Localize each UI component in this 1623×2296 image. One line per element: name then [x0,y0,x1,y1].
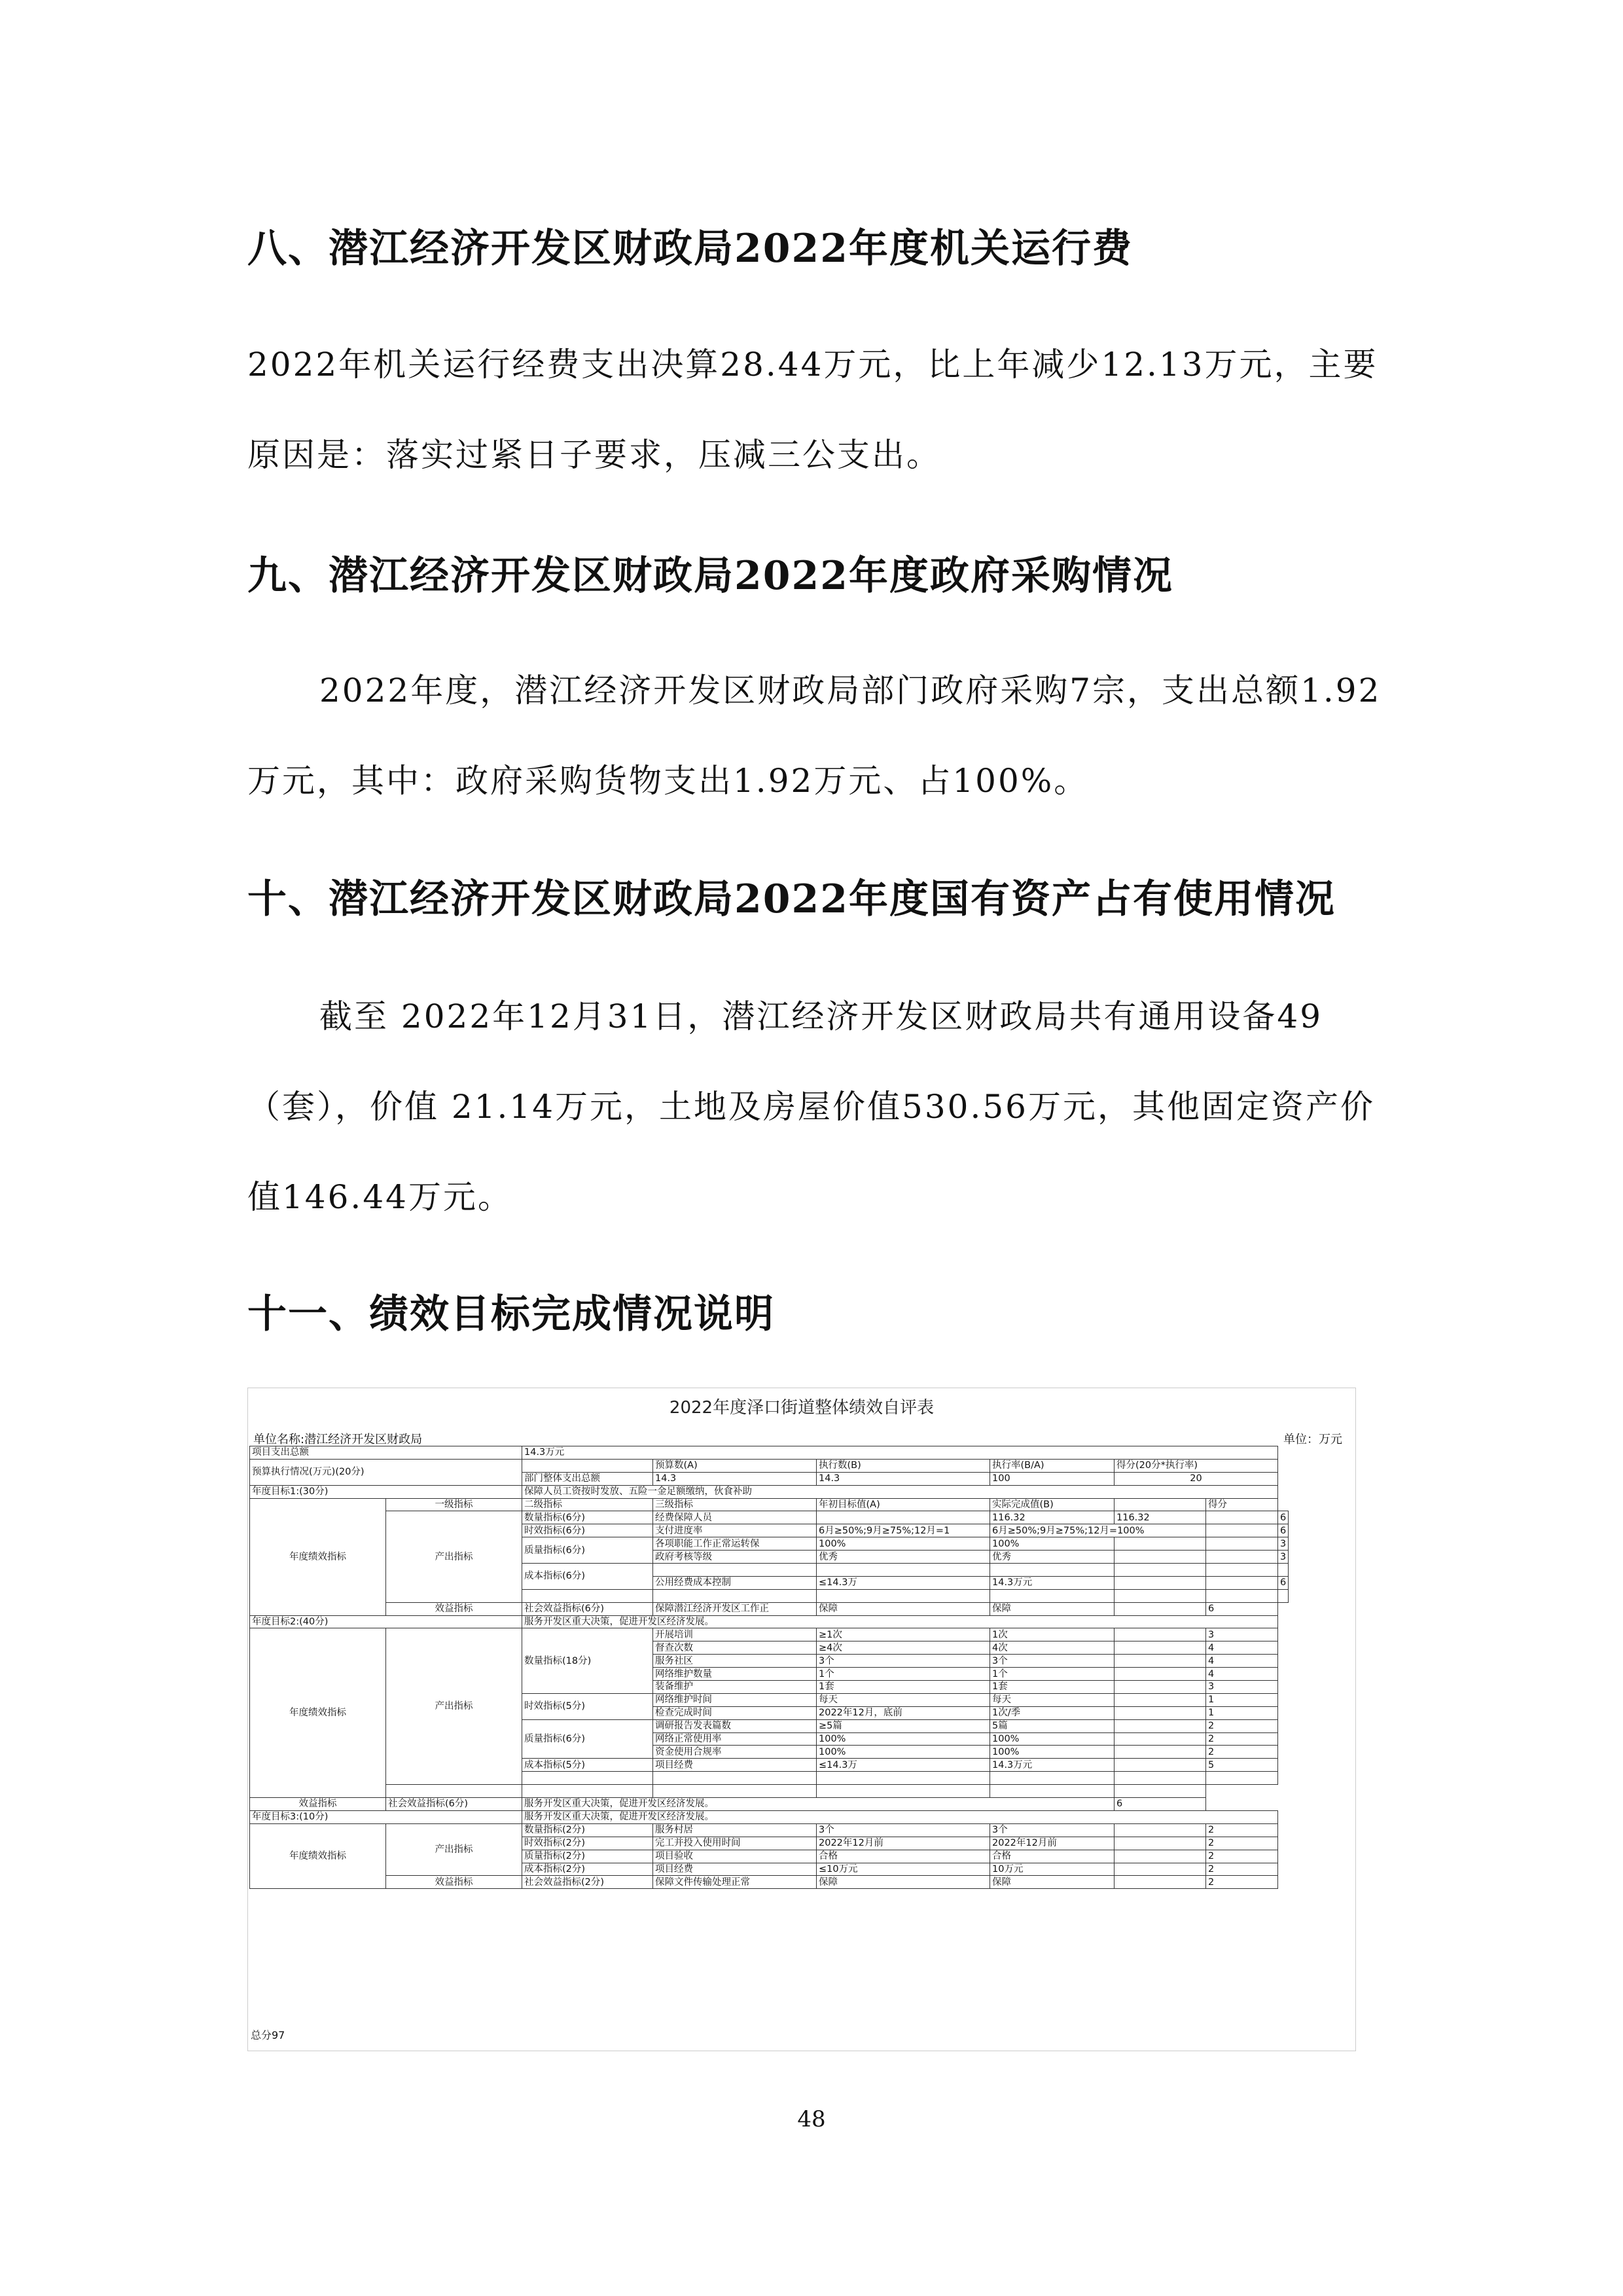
table-cell: 时效指标(5分) [522,1693,653,1719]
table-cell: 6 [1278,1524,1289,1537]
table-row [250,1498,1289,1511]
table-cell: 6月≥50%;9月≥75%;12月=1 [817,1524,990,1537]
table-cell [522,1785,653,1798]
table-cell: 3 [1278,1551,1289,1564]
table-cell: 2 [1206,1876,1278,1889]
table-cell: 产出指标 [386,1511,522,1602]
table-cell: 服务开发区重大决策，促进开发区经济发展。 [522,1810,1278,1823]
table-cell [1115,1823,1206,1837]
table-cell: 效益指标 [386,1876,522,1889]
table-cell: 执行数(B) [817,1459,990,1472]
table-cell: 质量指标(2分) [522,1850,653,1863]
table-cell: 3个 [990,1655,1115,1668]
table-cell: 6 [1278,1576,1289,1589]
table-cell: 优秀 [817,1551,990,1564]
table-cell: 每天 [817,1693,990,1706]
table-row [250,1823,1289,1837]
table-cell [1206,1537,1278,1551]
table-cell: 4 [1206,1668,1278,1681]
table-cell: 年度目标2:(40分) [250,1615,522,1628]
table-cell [990,1772,1115,1785]
table-cell: 服务社区 [653,1655,817,1668]
table-cell: 100% [817,1746,990,1759]
table-cell [653,1564,817,1577]
table-cell [817,1785,990,1798]
table-cell: 成本指标(2分) [522,1863,653,1876]
table-row [250,1810,1289,1823]
table-cell: 1次 [990,1628,1115,1641]
table-cell: 14.3万元 [990,1576,1115,1589]
table-cell [817,1564,990,1577]
table-cell: 年度目标3:(10分) [250,1810,522,1823]
table-cell [1115,1732,1206,1746]
table-cell [1206,1564,1278,1577]
table-cell: 二级指标 [522,1498,653,1511]
table-cell: 一级指标 [386,1498,522,1511]
table-cell: 2022年12月，底前 [817,1706,990,1719]
table-cell [1115,1850,1206,1863]
table-cell: 保障潜江经济开发区工作正 [653,1602,817,1615]
table-cell: 经费保障人员 [653,1511,817,1524]
table-cell [1115,1876,1206,1889]
table-cell: 1 [1206,1693,1278,1706]
table-cell: 项目验收 [653,1850,817,1863]
table-cell: ≤10万元 [817,1863,990,1876]
table-cell: 14.3 [653,1472,817,1485]
paragraph-state-assets: 截至 2022年12月31日，潜江经济开发区财政局共有通用设备49（套），价值 21.14万元，土地及房屋价值530.56万元，其他固定资产价值146.44万元。 [247,997,1375,1216]
table-cell: 各项职能工作正常运转保 [653,1537,817,1551]
table-cell: 开展培训 [653,1628,817,1641]
table-cell [653,1772,817,1785]
table-cell: 社会效益指标(6分) [386,1798,522,1811]
table-cell: 年初目标值(A) [817,1498,990,1511]
table-cell: 3个 [990,1823,1115,1837]
evaluation-table [249,1446,1289,1889]
table-cell [990,1589,1115,1602]
table-row [250,1602,1289,1615]
table-cell: 部门整体支出总额 [522,1472,653,1485]
table-row [250,1459,1289,1472]
table-cell: 每天 [990,1693,1115,1706]
table-cell: ≤14.3万 [817,1576,990,1589]
table-cell: 公用经费成本控制 [653,1576,817,1589]
table-row [250,1511,1289,1524]
table-cell: 保障 [990,1602,1115,1615]
table-cell: 项目经费 [653,1863,817,1876]
table-cell [1115,1551,1206,1564]
section-heading-9: 九、潜江经济开发区财政局2022年度政府采购情况 [247,553,1173,599]
table-cell: 保障 [990,1876,1115,1889]
table-cell [1206,1772,1278,1785]
table-cell: 调研报告发表篇数 [653,1719,817,1732]
table-cell: 预算执行情况(万元)(20分) [250,1459,522,1485]
table-cell [1115,1537,1206,1551]
table-cell: 5 [1206,1759,1278,1772]
table-cell [1115,1498,1206,1511]
table-cell: 预算数(A) [653,1459,817,1472]
table-cell: 3 [1206,1628,1278,1641]
table-cell: 2022年12月前 [990,1837,1115,1850]
table-cell: 4 [1206,1641,1278,1655]
paragraph-operating-costs: 2022年机关运行经费支出决算28.44万元，比上年减少12.13万元，主要原因是：落实过紧日子要求，压减三公支出。 [247,346,1378,474]
table-cell: 3 [1278,1537,1289,1551]
paragraph-procurement: 2022年度，潜江经济开发区财政局部门政府采购7宗，支出总额1.92万元，其中：政府采购货物支出1.92万元、占100%。 [247,672,1382,800]
table-cell: 效益指标 [250,1798,386,1811]
table-cell: 14.3 [817,1472,990,1485]
table-cell: 1 [1206,1706,1278,1719]
table-cell: 时效指标(2分) [522,1837,653,1850]
table-cell: 5篇 [990,1719,1115,1732]
table-cell [1115,1641,1206,1655]
table-cell: 优秀 [990,1551,1115,1564]
table-cell: 得分 [1206,1498,1278,1511]
section-heading-11: 十一、绩效目标完成情况说明 [247,1291,775,1337]
table-cell [817,1589,990,1602]
table-cell: 支付进度率 [653,1524,817,1537]
section-heading-8: 八、潜江经济开发区财政局2022年度机关运行费 [247,226,1133,272]
table-cell: 督查次数 [653,1641,817,1655]
table-cell [653,1589,817,1602]
table-cell: 项目经费 [653,1759,817,1772]
table-row [250,1798,1289,1811]
table-cell: 社会效益指标(6分) [522,1602,653,1615]
table-cell: 网络正常使用率 [653,1732,817,1746]
table-cell: 服务村居 [653,1823,817,1837]
table-cell: 网络维护数量 [653,1668,817,1681]
table-cell: ≥5篇 [817,1719,990,1732]
table-cell: 6 [1115,1798,1206,1811]
table-cell: 保障文件传输处理正常 [653,1876,817,1889]
table-cell: 装备维护 [653,1681,817,1694]
table-cell: 质量指标(6分) [522,1719,653,1759]
table-cell: 100% [817,1537,990,1551]
table-cell: ≥4次 [817,1641,990,1655]
table-row [250,1628,1289,1641]
table-cell: 年度绩效指标 [250,1823,386,1888]
table-cell: 100% [990,1746,1115,1759]
table-cell [522,1772,653,1785]
table-cell: 2 [1206,1732,1278,1746]
unit-name: 单位名称:潜江经济开发区财政局 [253,1433,423,1446]
table-cell: 产出指标 [386,1628,522,1785]
table-cell [990,1564,1115,1577]
table-cell [1115,1772,1206,1785]
table-cell [1278,1564,1289,1577]
table-cell [1115,1681,1206,1694]
table-cell: 成本指标(5分) [522,1759,653,1772]
total-score: 总分97 [251,2029,285,2041]
table-cell: 1次/季 [990,1706,1115,1719]
table-cell: 合格 [817,1850,990,1863]
table-cell: 保障 [817,1876,990,1889]
table-cell: 3 [1206,1681,1278,1694]
table-cell [653,1785,817,1798]
table-cell: 社会效益指标(2分) [522,1876,653,1889]
table-cell: 3个 [817,1655,990,1668]
table-cell [1278,1589,1289,1602]
table-cell: 4次 [990,1641,1115,1655]
table-cell: 1套 [817,1681,990,1694]
table-cell: 质量指标(6分) [522,1537,653,1564]
table-cell [522,1459,653,1472]
table-cell: 保障人员工资按时发放、五险一金足额缴纳，伙食补助 [522,1485,1278,1498]
table-cell: 6 [1278,1511,1289,1524]
table-cell: 执行率(B/A) [990,1459,1115,1472]
unit-label: 单位：万元 [1283,1433,1342,1446]
table-cell: 20 [1115,1472,1278,1485]
table-cell: 保障 [817,1602,990,1615]
table-cell: 数量指标(6分) [522,1511,653,1524]
table-cell: ≤14.3万 [817,1759,990,1772]
table-cell: 14.3万元 [990,1759,1115,1772]
table-cell: 产出指标 [386,1823,522,1876]
table-cell [1115,1576,1206,1589]
table-cell: 年度绩效指标 [250,1498,386,1615]
table-row [250,1785,1289,1798]
table-cell: 116.32 [990,1511,1115,1524]
table-cell: 时效指标(6分) [522,1524,653,1537]
table-cell [1115,1602,1206,1615]
table-cell [817,1772,990,1785]
table-cell: 100 [990,1472,1115,1485]
table-cell [1115,1785,1206,1798]
table-cell [1115,1719,1206,1732]
table-cell: 2 [1206,1823,1278,1837]
table-cell: 3个 [817,1823,990,1837]
table-cell: 数量指标(2分) [522,1823,653,1837]
table-cell: 成本指标(6分) [522,1564,653,1590]
table-cell [1115,1589,1206,1602]
table-cell [1206,1551,1278,1564]
table-cell: 政府考核等级 [653,1551,817,1564]
table-cell: 6 [1206,1602,1278,1615]
table-cell [1115,1564,1206,1577]
table-cell: 合格 [990,1850,1115,1863]
table-cell [386,1785,522,1798]
table-cell: 网络维护时间 [653,1693,817,1706]
table-row [250,1446,1289,1460]
table-cell: ≥1次 [817,1628,990,1641]
table-cell: 完工并投入使用时间 [653,1837,817,1850]
table-cell: 2 [1206,1863,1278,1876]
table-row [250,1485,1289,1498]
table-cell: 2 [1206,1719,1278,1732]
table-cell: 年度目标1:(30分) [250,1485,522,1498]
table-cell [1115,1655,1206,1668]
table-cell [522,1589,653,1602]
table-cell: 1套 [990,1681,1115,1694]
table-cell [1115,1746,1206,1759]
table-cell: 10万元 [990,1863,1115,1876]
table-cell [1206,1589,1278,1602]
table-title: 2022年度泽口街道整体绩效自评表 [669,1398,935,1418]
table-cell: 1个 [990,1668,1115,1681]
table-cell [1206,1524,1278,1537]
table-cell: 4 [1206,1655,1278,1668]
table-cell [1115,1863,1206,1876]
table-cell: 服务开发区重大决策，促进开发区经济发展。 [522,1615,1278,1628]
table-cell: 三级指标 [653,1498,817,1511]
table-row [250,1615,1289,1628]
table-cell [1206,1576,1278,1589]
table-cell [1115,1628,1206,1641]
table-cell [1115,1668,1206,1681]
table-cell [1115,1706,1206,1719]
table-cell: 100% [817,1732,990,1746]
table-cell: 6月≥50%;9月≥75%;12月=100% [990,1524,1206,1537]
table-cell: 资金使用合规率 [653,1746,817,1759]
section-heading-10: 十、潜江经济开发区财政局2022年度国有资产占有使用情况 [247,876,1336,922]
table-cell [1115,1837,1206,1850]
table-cell: 年度绩效指标 [250,1628,386,1798]
performance-evaluation-table-image [247,1388,1356,2051]
table-cell: 2 [1206,1837,1278,1850]
table-cell: 项目支出总额 [250,1446,522,1460]
table-cell [1115,1693,1206,1706]
table-cell [1206,1511,1278,1524]
table-cell [1115,1759,1206,1772]
table-cell: 2 [1206,1850,1278,1863]
table-cell: 数量指标(18分) [522,1628,653,1693]
table-row [250,1876,1289,1889]
table-cell: 14.3万元 [522,1446,1278,1460]
table-cell: 100% [990,1537,1115,1551]
table-cell: 检查完成时间 [653,1706,817,1719]
table-cell: 2022年12月前 [817,1837,990,1850]
table-cell: 116.32 [1115,1511,1206,1524]
table-cell [990,1785,1115,1798]
table-cell: 100% [990,1732,1115,1746]
table-cell [817,1511,990,1524]
table-cell: 1个 [817,1668,990,1681]
table-cell: 服务开发区重大决策，促进开发区经济发展。 [522,1798,1115,1811]
table-cell: 效益指标 [386,1602,522,1615]
table-cell: 实际完成值(B) [990,1498,1115,1511]
table-cell: 得分(20分*执行率) [1115,1459,1278,1472]
table-cell: 2 [1206,1746,1278,1759]
page-number: 48 [797,2106,826,2132]
